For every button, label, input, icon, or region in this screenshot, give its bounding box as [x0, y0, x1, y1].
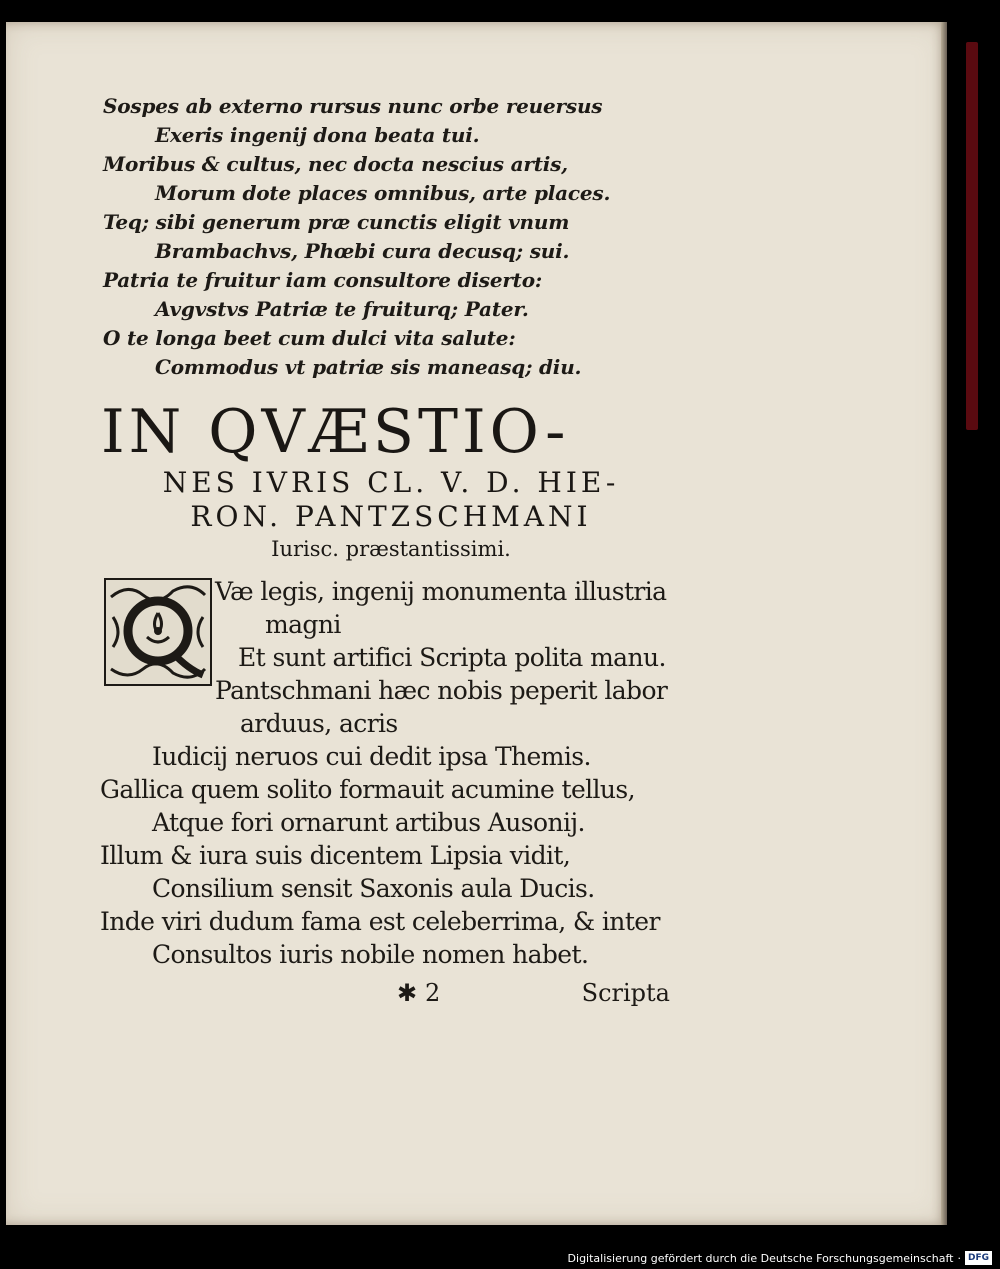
poem-line: Sospes ab externo rursus nunc orbe reuersus — [103, 94, 603, 118]
poem-line: Brambachvs, Phœbi cura decusq; sui. — [155, 239, 570, 263]
main-poem — [100, 575, 690, 971]
poem-line: Exeris ingenij dona beata tui. — [155, 123, 480, 147]
poem-line: Patria te fruitur iam consultore diserto: — [103, 268, 543, 292]
poem-line: Consultos iuris nobile nomen habet. — [152, 940, 589, 969]
footer-text: Digitalisierung gefördert durch die Deutsche Forschungsgemeinschaft — [567, 1251, 954, 1265]
poem-line: arduus, acris — [240, 709, 398, 738]
poem-line: O te longa beet cum dulci vita salute: — [103, 326, 516, 350]
poem-line: Moribus & cultus, nec docta nescius artis, — [103, 152, 568, 176]
poem-line: Avgvstvs Patriæ te fruiturq; Pater. — [155, 297, 529, 321]
poem-line: Illum & iura suis dicentem Lipsia vidit, — [100, 841, 571, 870]
poem-line: Atque fori ornarunt artibus Ausonij. — [152, 808, 585, 837]
catchword: Scripta — [581, 979, 670, 1007]
poem-line: Commodus vt patriæ sis maneasq; diu. — [155, 355, 582, 379]
poem-line: Morum dote places omnibus, arte places. — [155, 181, 611, 205]
signature-number: 2 — [425, 979, 441, 1007]
page-edge — [941, 22, 947, 1225]
poem-line: Pantschmani hæc nobis peperit labor — [215, 676, 668, 705]
footer-credit: Digitalisierung gefördert durch die Deutsche Forschungsgemeinschaft · DFG — [568, 1250, 992, 1266]
signature-mark: ✱ — [397, 979, 418, 1007]
catch-line — [100, 979, 670, 1013]
poem-line: Inde viri dudum fama est celeberrima, & inter — [100, 907, 660, 936]
poem-line: Gallica quem solito formauit acumine tellus, — [100, 775, 636, 804]
poem-line: Væ legis, ingenij monumenta illustria — [215, 577, 667, 606]
heading-line-4: Iurisc. præstantissimi. — [271, 537, 511, 561]
dfg-logo-icon: DFG — [965, 1251, 992, 1265]
heading-line-2: NES IVRIS CL. V. D. HIE- — [162, 466, 620, 499]
poem-line: Teq; sibi generum præ cunctis eligit vnum — [103, 210, 570, 234]
heading-block — [101, 398, 681, 564]
poem-line: magni — [265, 610, 341, 639]
heading-line-1: IN QVÆSTIO- — [101, 397, 570, 467]
poem-line: Consilium sensit Saxonis aula Ducis. — [152, 874, 595, 903]
heading-line-3: RON. PANTZSCHMANI — [190, 500, 592, 533]
poem-line: Iudicij neruos cui dedit ipsa Themis. — [152, 742, 591, 771]
poem-line: Et sunt artifici Scripta polita manu. — [238, 643, 666, 672]
bookmark-ribbon — [966, 42, 978, 430]
dedication-poem — [103, 92, 611, 382]
